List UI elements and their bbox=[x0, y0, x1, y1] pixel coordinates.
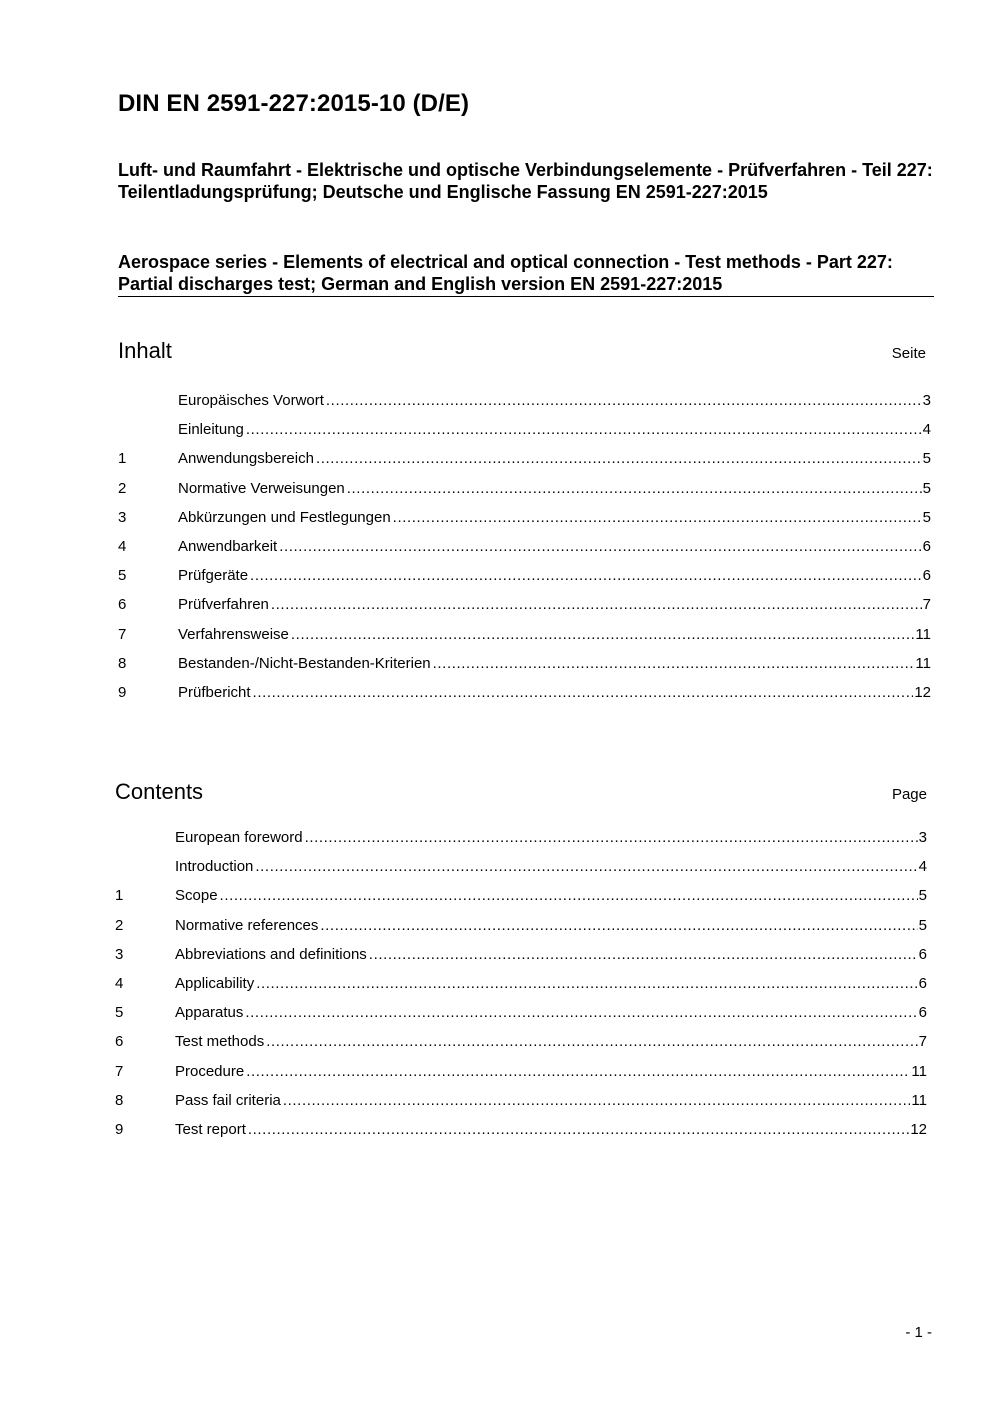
toc-entry-page: 4 bbox=[922, 421, 931, 439]
toc-entry-label: Abbreviations and definitions bbox=[175, 945, 367, 963]
toc-entry[interactable] bbox=[118, 421, 931, 450]
toc-entry-page: 11 bbox=[911, 1062, 927, 1080]
toc-entry-leader bbox=[283, 1092, 911, 1109]
toc-entry-label: Introduction bbox=[175, 858, 254, 876]
document-id: DIN EN 2591-227:2015-10 (D/E) bbox=[118, 90, 470, 117]
toc-entry-page: 6 bbox=[918, 945, 927, 963]
toc-english-header bbox=[115, 779, 927, 805]
toc-entry-label: Prüfbericht bbox=[178, 683, 251, 701]
toc-entry-page: 5 bbox=[922, 479, 931, 497]
toc-german-list bbox=[118, 392, 931, 713]
toc-entry-number: 1 bbox=[115, 887, 124, 905]
toc-entry[interactable] bbox=[118, 655, 931, 684]
toc-english-list bbox=[115, 829, 927, 1150]
toc-entry[interactable] bbox=[118, 509, 931, 538]
toc-entry-label: Pass fail criteria bbox=[175, 1091, 281, 1109]
toc-entry[interactable] bbox=[118, 684, 931, 713]
toc-entry-number: 9 bbox=[118, 683, 127, 701]
toc-entry-number: 3 bbox=[115, 945, 124, 963]
toc-entry-label: Applicability bbox=[175, 974, 255, 992]
toc-english-heading: Contents bbox=[115, 779, 204, 804]
toc-entry-number: 9 bbox=[115, 1120, 124, 1138]
toc-entry-leader bbox=[347, 480, 922, 497]
toc-entry-label: Normative references bbox=[175, 916, 319, 934]
toc-entry[interactable] bbox=[115, 1004, 927, 1033]
toc-entry[interactable] bbox=[115, 946, 927, 975]
toc-entry[interactable] bbox=[118, 450, 931, 479]
toc-entry-page: 6 bbox=[922, 567, 931, 585]
toc-entry-number: 5 bbox=[115, 1004, 124, 1022]
toc-entry-leader bbox=[393, 509, 922, 526]
toc-entry[interactable] bbox=[115, 1033, 927, 1062]
toc-entry-page: 5 bbox=[918, 916, 927, 934]
toc-entry[interactable] bbox=[118, 480, 931, 509]
toc-entry-leader bbox=[248, 1121, 909, 1138]
toc-entry-label: Bestanden-/Nicht-Bestanden-Kriterien bbox=[178, 654, 431, 672]
toc-entry-page: 11 bbox=[911, 1091, 927, 1109]
toc-entry-number: 4 bbox=[115, 974, 124, 992]
toc-entry-label: Prüfgeräte bbox=[178, 567, 249, 585]
toc-entry-label: Test report bbox=[175, 1120, 246, 1138]
toc-entry[interactable] bbox=[115, 858, 927, 887]
toc-entry-leader bbox=[246, 421, 922, 438]
toc-entry-label: Verfahrensweise bbox=[178, 625, 289, 643]
toc-entry-number: 6 bbox=[118, 596, 127, 614]
toc-entry-label: Abkürzungen und Festlegungen bbox=[178, 508, 391, 526]
toc-entry-page: 5 bbox=[918, 887, 927, 905]
toc-entry[interactable] bbox=[115, 829, 927, 858]
toc-entry-leader bbox=[246, 1063, 910, 1080]
toc-entry[interactable] bbox=[115, 1092, 927, 1121]
toc-entry-number: 7 bbox=[118, 625, 127, 643]
toc-entry-page: 3 bbox=[922, 392, 931, 409]
toc-entry[interactable] bbox=[118, 538, 931, 567]
title-english: Aerospace series - Elements of electrical and optical connection - Test methods - Part 227: Partial discharges test; German and English version EN 2591-227:2015 bbox=[118, 251, 934, 297]
toc-german-heading: Inhalt bbox=[118, 338, 172, 363]
toc-entry[interactable] bbox=[118, 596, 931, 625]
toc-entry-number: 2 bbox=[118, 479, 127, 497]
toc-entry-label: Einleitung bbox=[178, 421, 244, 439]
toc-entry-leader bbox=[305, 829, 918, 846]
toc-entry-leader bbox=[271, 596, 922, 613]
toc-entry[interactable] bbox=[118, 626, 931, 655]
toc-entry-leader bbox=[245, 1004, 917, 1021]
toc-entry-number: 6 bbox=[115, 1033, 124, 1051]
toc-entry-leader bbox=[369, 946, 918, 963]
toc-entry-label: Prüfverfahren bbox=[178, 596, 269, 614]
toc-entry-number: 3 bbox=[118, 508, 127, 526]
toc-entry-label: Europäisches Vorwort bbox=[178, 392, 324, 409]
toc-entry-number: 1 bbox=[118, 450, 127, 468]
toc-entry-page: 4 bbox=[918, 858, 927, 876]
toc-entry-leader bbox=[326, 392, 922, 409]
toc-entry-leader bbox=[266, 1033, 917, 1050]
toc-entry-label: Apparatus bbox=[175, 1004, 244, 1022]
toc-english-page-label: Page bbox=[891, 786, 927, 803]
toc-entry-number: 8 bbox=[115, 1091, 124, 1109]
toc-entry-leader bbox=[253, 684, 914, 701]
toc-entry[interactable] bbox=[118, 567, 931, 596]
toc-entry-page: 11 bbox=[915, 654, 931, 672]
toc-entry-label: European foreword bbox=[175, 829, 303, 846]
toc-entry-number: 5 bbox=[118, 567, 127, 585]
toc-entry-page: 6 bbox=[918, 974, 927, 992]
toc-entry-number: 2 bbox=[115, 916, 124, 934]
toc-entry-leader bbox=[433, 655, 915, 672]
toc-entry[interactable] bbox=[115, 975, 927, 1004]
toc-entry-page: 5 bbox=[922, 450, 931, 468]
toc-entry-leader bbox=[250, 567, 922, 584]
toc-entry-label: Test methods bbox=[175, 1033, 265, 1051]
toc-entry-page: 5 bbox=[922, 508, 931, 526]
toc-entry-page: 12 bbox=[914, 683, 931, 701]
title-german: Luft- und Raumfahrt - Elektrische und optische Verbindungselemente - Prüfverfahren - Teil 227: Teilentladungsprüfung; Deutsche und Englische Fassung EN 2591-227:2015 bbox=[118, 160, 933, 202]
toc-entry-page: 11 bbox=[915, 625, 931, 643]
toc-entry-number: 4 bbox=[118, 537, 127, 555]
toc-entry-page: 6 bbox=[918, 1004, 927, 1022]
toc-entry-page: 3 bbox=[918, 829, 927, 846]
toc-entry[interactable] bbox=[115, 1121, 927, 1150]
toc-entry-label: Normative Verweisungen bbox=[178, 479, 345, 497]
toc-entry-number: 8 bbox=[118, 654, 127, 672]
toc-entry-leader bbox=[220, 887, 918, 904]
toc-entry-page: 6 bbox=[922, 537, 931, 555]
toc-entry-label: Anwendbarkeit bbox=[178, 537, 278, 555]
toc-entry[interactable] bbox=[115, 1063, 927, 1092]
toc-german-page-label: Seite bbox=[891, 345, 926, 362]
toc-entry-leader bbox=[316, 450, 922, 467]
toc-german-header bbox=[118, 338, 926, 364]
toc-entry-page: 7 bbox=[922, 596, 931, 614]
page-number: - 1 - bbox=[905, 1324, 932, 1341]
toc-entry-label: Procedure bbox=[175, 1062, 245, 1080]
toc-entry-leader bbox=[256, 975, 917, 992]
toc-entry-page: 7 bbox=[918, 1033, 927, 1051]
toc-entry-page: 12 bbox=[910, 1120, 927, 1138]
toc-entry[interactable] bbox=[115, 887, 927, 916]
toc-entry-number: 7 bbox=[115, 1062, 124, 1080]
toc-entry-label: Anwendungsbereich bbox=[178, 450, 314, 468]
toc-entry-label: Scope bbox=[175, 887, 218, 905]
toc-entry-leader bbox=[279, 538, 921, 555]
toc-entry-leader bbox=[255, 858, 917, 875]
toc-entry[interactable] bbox=[118, 392, 931, 421]
toc-entry[interactable] bbox=[115, 917, 927, 946]
toc-entry-leader bbox=[291, 626, 915, 643]
toc-entry-leader bbox=[320, 917, 917, 934]
